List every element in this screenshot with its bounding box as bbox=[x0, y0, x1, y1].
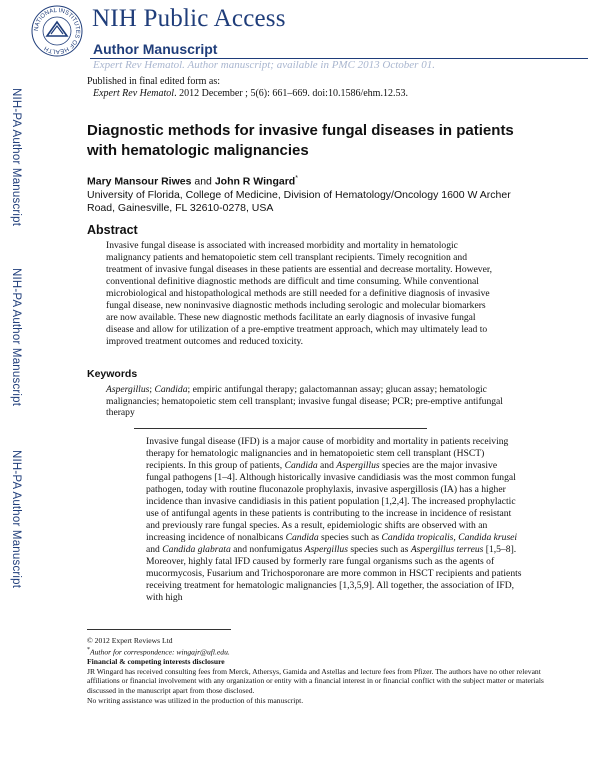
correspondence-text: Author for correspondence: wingajr@ufl.edu. bbox=[90, 647, 230, 657]
header-citation: Expert Rev Hematol. Author manuscript; available in PMC 2013 October 01. bbox=[93, 59, 435, 71]
body-text: , bbox=[453, 532, 459, 543]
body-italic: Aspergillus terreus bbox=[410, 544, 484, 555]
body-text: species such as bbox=[318, 532, 382, 543]
author-manuscript-subtitle: Author Manuscript bbox=[93, 41, 218, 57]
author-line bbox=[87, 175, 298, 188]
abstract-text: Invasive fungal disease is associated with increased morbidity and mortality in hematologic malignancy patients and hematopoietic stem cell transplant recipients. Timely recognition and treatment of invasive fungal diseases in these patients are essential and decrease mortality. However, conventional definitive diagnostic methods are difficult and time consuming. While conventional microbiological and histopathological methods are still needed for a definitive diagnosis of invasive fungal disease, new noninvasive diagnostic methods including serologic and molecular biomarkers are now available. These new diagnostic methods facilitate an early diagnosis of invasive fungal disease and allow for utilization of a pre-emptive treatment approach, which may ultimately lead to improved treatment outcomes and reduced toxicity. bbox=[106, 240, 493, 347]
keyword-aspergillus: Aspergillus bbox=[106, 384, 150, 395]
body-text: and bbox=[317, 460, 337, 471]
body-text: species such as bbox=[347, 544, 411, 555]
body-text: [1,5–8]. Moreover, highly fatal IFD caused by formerly rare fungal organisms such as the agents of mucormycosis, Fusarium and Trichosporonare are more common in HSCT recipients and patients receiving treatment for hematologic malignancies [1,3,5,9]. All together, the association of IFD, with high bbox=[146, 544, 522, 603]
keywords-heading: Keywords bbox=[87, 368, 138, 380]
body-italic: Aspergillus bbox=[336, 460, 380, 471]
body-text: Invasive fungal disease (IFD) is a major cause of morbidity and mortality in patients receiving therapy for hematologic malignancies and in hematopoietic stem cell transplant (HSCT) recipients. In this group of patients, bbox=[146, 436, 509, 471]
interest-disclosure: JR Wingard has received consulting fees from Merck, Athersys, Gamida and Astellas and lecture fees from Pfizer. The authors have no other relevant affiliations or financial involvement with any organization or entity with a financial interest in or financial conflict with the subject matter or materials discussed in the manuscript apart from those disclosed. bbox=[87, 667, 544, 695]
body-italic: Aspergillus bbox=[304, 544, 348, 555]
keyword-separator: ; bbox=[149, 384, 155, 395]
body-italic: Candida tropicalis bbox=[381, 532, 454, 543]
journal-name: Expert Rev Hematol bbox=[93, 88, 175, 99]
side-label-nih-pa-1: NIH-PA Author Manuscript bbox=[10, 88, 22, 227]
nih-public-access-title: NIH Public Access bbox=[92, 5, 286, 32]
body-text: and bbox=[146, 544, 163, 555]
svg-text:NATIONAL INSTITUTES OF HEALTH bbox=[34, 8, 80, 54]
author-and: and bbox=[191, 175, 215, 188]
header-rule bbox=[90, 58, 588, 59]
interest-heading: Financial & competing interests disclosure bbox=[87, 657, 225, 666]
side-label-nih-pa-2: NIH-PA Author Manuscript bbox=[10, 268, 22, 407]
body-text: species are the major invasive fungal pathogens [1–4]. Although historically invasive candidiasis was the most common fungal pathogen, today with routine fluconazole prophylaxis, invasive aspergillosis (IA) has a higher incidence than invasive candidiasis in this patient population [1,2,4]. The increased prophylactic use of antifungal agents in these patients is contributing to the increase in incidence of resistant and previously rare fungal species. As a result, epidemiologic shifts are observed with an increasing incidence of nonalbicans bbox=[146, 460, 516, 543]
keywords-rest: ; empiric antifungal therapy; galactomannan assay; glucan assay; hematologic malignancies; hematopoietic stem cell transplant; invasive fungal disease; PCR; pre-emptive antifungal therapy bbox=[106, 384, 503, 418]
abstract-heading: Abstract bbox=[87, 223, 138, 237]
body-italic: Candida glabrata bbox=[162, 544, 231, 555]
logo-ring-text: NATIONAL INSTITUTES OF HEALTH bbox=[33, 7, 81, 55]
keyword-candida: Candida bbox=[154, 384, 188, 395]
body-paragraph bbox=[146, 436, 523, 604]
published-citation bbox=[93, 88, 408, 99]
section-divider bbox=[134, 428, 427, 429]
footnote-rule bbox=[87, 629, 231, 630]
published-label: Published in final edited form as: bbox=[87, 76, 221, 87]
affiliation: University of Florida, College of Medicine, Division of Hematology/Oncology 1600 W Archer Road, Gainesville, FL 32610-0278, USA bbox=[87, 189, 511, 214]
side-label-nih-pa-3: NIH-PA Author Manuscript bbox=[10, 450, 22, 589]
writing-assistance-note: No writing assistance was utilized in the production of this manuscript. bbox=[87, 696, 304, 705]
publication-details: . 2012 December ; 5(6): 661–669. doi:10.1586/ehm.12.53. bbox=[174, 88, 408, 99]
author-2: John R Wingard bbox=[214, 175, 296, 188]
body-italic: Candida krusei bbox=[458, 532, 518, 543]
nih-logo bbox=[30, 4, 84, 58]
correspondence-note bbox=[87, 646, 557, 657]
keywords-text bbox=[106, 384, 506, 419]
paper-title: Diagnostic methods for invasive fungal diseases in patients with hematologic malignancies bbox=[87, 122, 514, 159]
body-italic: Candida bbox=[285, 532, 319, 543]
copyright-note: © 2012 Expert Reviews Ltd bbox=[87, 636, 173, 645]
corresponding-mark: * bbox=[295, 175, 298, 182]
body-italic: Candida bbox=[284, 460, 318, 471]
body-text: and nonfumigatus bbox=[230, 544, 305, 555]
author-1: Mary Mansour Riwes bbox=[87, 175, 192, 188]
correspondence-mark: * bbox=[87, 647, 90, 653]
